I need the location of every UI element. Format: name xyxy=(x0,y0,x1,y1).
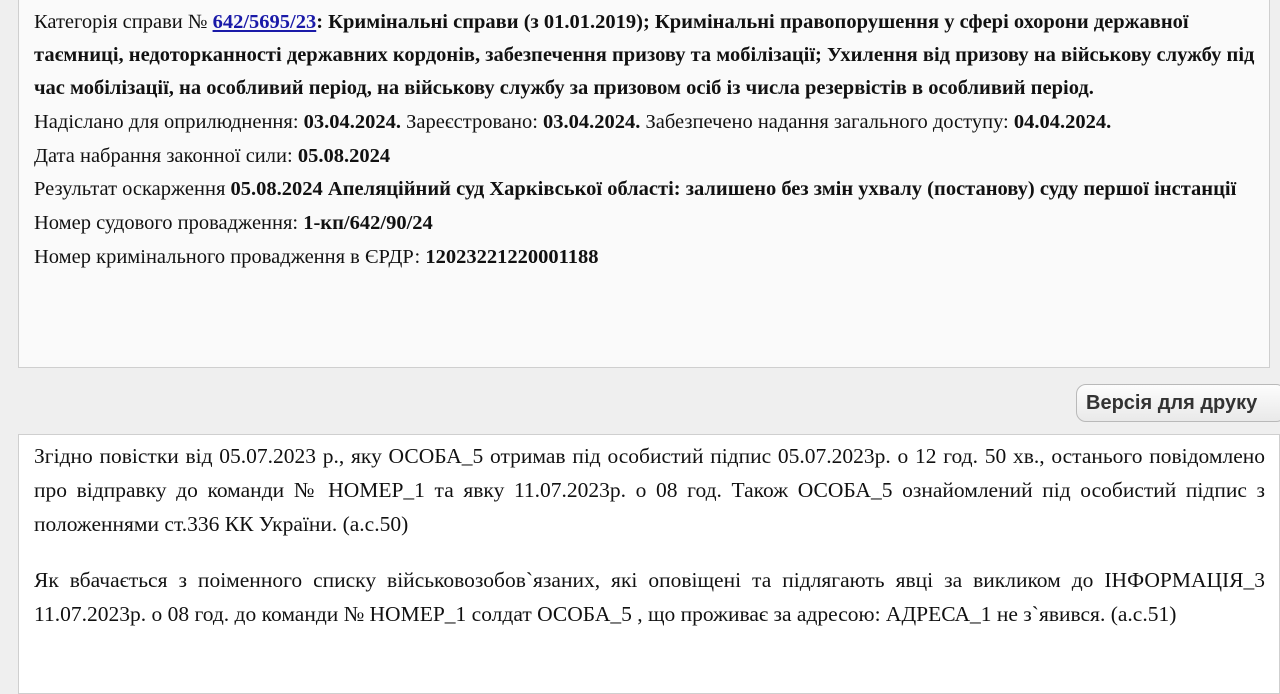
erdr-number-row xyxy=(34,240,1255,274)
case-info-panel xyxy=(18,0,1270,368)
appeal-result-row xyxy=(34,173,1255,206)
access-label: Забезпечено надання загального доступу: xyxy=(645,111,1009,133)
case-category xyxy=(34,6,1255,105)
erdr-label: Номер кримінального провадження в ЄРДР: xyxy=(34,246,421,268)
access-date: 04.04.2024. xyxy=(1013,111,1112,133)
proceeding-number-row xyxy=(34,206,1255,240)
case-category-link[interactable]: 642/5695/23 xyxy=(212,11,317,33)
document-paragraph: Як вбачається з поіменного списку військовозобов`язаних, які оповіщені та підлягають явці за викликом до ІНФОРМАЦІЯ_3 11.07.2023р. о 08 год. до команди № НОМЕР_1 солдат ОСОБА_5 , що проживає за адресою: АДРЕСА_1 не з`явився. (а.с.51) xyxy=(34,568,1265,626)
appeal-text: 05.08.2024 Апеляційний суд Харківської області: залишено без змін ухвалу (постанову) суду першої інстанції xyxy=(230,178,1237,200)
effective-date: 05.08.2024 xyxy=(297,145,391,167)
print-version-button[interactable]: Версія для друку xyxy=(1076,384,1280,422)
document-text xyxy=(18,434,1280,694)
sent-label: Надіслано для оприлюднення: xyxy=(34,111,299,133)
case-category-label: Категорія справи № xyxy=(34,11,208,33)
effective-label: Дата набрання законної сили: xyxy=(34,145,293,167)
proceeding-number: 1-кп/642/90/24 xyxy=(303,212,433,234)
proceeding-label: Номер судового провадження: xyxy=(34,212,299,234)
registered-date: 03.04.2024. xyxy=(543,111,641,133)
sent-date: 03.04.2024. xyxy=(303,111,402,133)
case-category-text: : Кримінальні справи (з 01.01.2019); Кримінальні правопорушення у сфері охорони державної таємниці, недоторканності державних кордонів, забезпечення призову та мобілізації; Ухилення від призову на військову службу під час мобілізації, на особливий період, на військову службу за призовом осіб із числа резервістів в особливий період. xyxy=(34,11,1255,99)
effective-date-row xyxy=(34,139,1255,173)
appeal-label: Результат оскарження xyxy=(34,178,226,200)
document-paragraph: Згідно повістки від 05.07.2023 р., яку ОСОБА_5 отримав під особистий підпис 05.07.2023р. о 12 год. 50 хв., останього повідомлено про відправку до команди № НОМЕР_1 та явку 11.07.2023р. о 08 год. Також ОСОБА_5 ознайомлений під особистий підпис з положеннями ст.336 КК України. (а.с.50) xyxy=(34,444,1265,536)
publication-dates xyxy=(34,105,1255,139)
registered-label: Зареєстровано: xyxy=(406,111,538,133)
erdr-number: 12023221220001188 xyxy=(425,246,599,268)
